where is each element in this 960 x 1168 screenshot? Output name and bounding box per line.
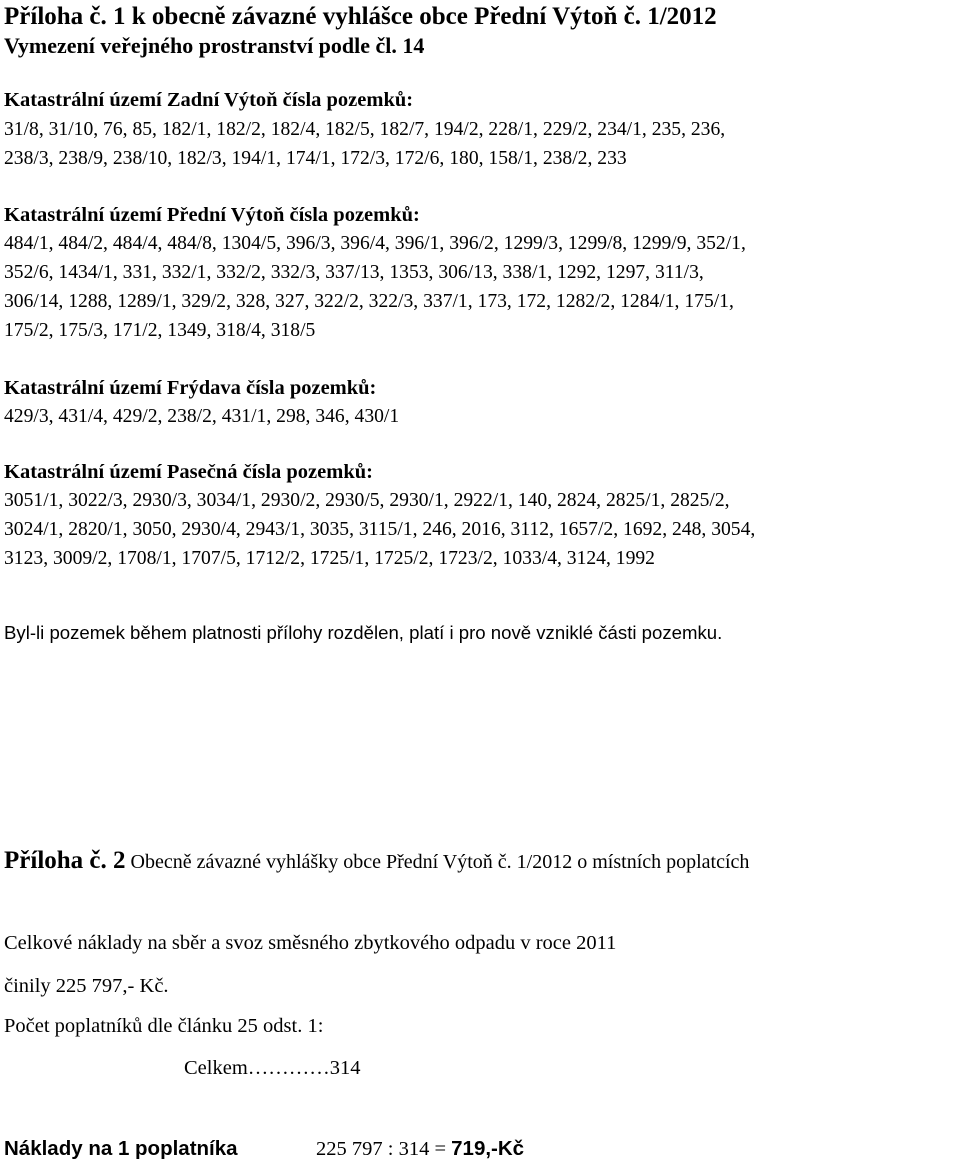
cost-per-payer-calculation [316, 1139, 524, 1160]
parcel-list-line: 484/1, 484/2, 484/4, 484/8, 1304/5, 396/3, 396/4, 396/1, 396/2, 1299/3, 1299/8, 1299/9, 352/1, [4, 233, 746, 254]
total-costs-amount: činily 225 797,- Kč. [4, 975, 169, 997]
parcel-list-line: 175/2, 175/3, 171/2, 1349, 318/4, 318/5 [4, 320, 316, 341]
annex-1-subtitle: Vymezení veřejného prostranství podle čl. 14 [4, 33, 425, 58]
payer-count-label: Počet poplatníků dle článku 25 odst. 1: [4, 1015, 324, 1037]
split-parcel-note: Byl-li pozemek během platnosti přílohy rozdělen, platí i pro nově vzniklé části pozemku. [4, 622, 723, 643]
parcel-list-line: 352/6, 1434/1, 331, 332/1, 332/2, 332/3, 337/13, 1353, 306/13, 338/1, 1292, 1297, 311/3, [4, 262, 704, 283]
parcel-list-line: 306/14, 1288, 1289/1, 329/2, 328, 327, 322/2, 322/3, 337/1, 173, 172, 1282/2, 1284/1, 175/1, [4, 291, 734, 312]
parcel-list-line: 3051/1, 3022/3, 2930/3, 3034/1, 2930/2, 2930/5, 2930/1, 2922/1, 140, 2824, 2825/1, 2825/2, [4, 490, 730, 511]
annex-1-title: Příloha č. 1 k obecně závazné vyhlášce obce Přední Výtoň č. 1/2012 [4, 3, 717, 30]
cost-per-payer-formula: 225 797 : 314 = [316, 1138, 452, 1160]
section-heading-frydava: Katastrální území Frýdava čísla pozemků: [4, 377, 377, 399]
parcel-list-line: 3024/1, 2820/1, 3050, 2930/4, 2943/1, 3035, 3115/1, 246, 2016, 3112, 1657/2, 1692, 248, 3054, [4, 519, 756, 540]
total-costs-line: Celkové náklady na sběr a svoz směsného zbytkového odpadu v roce 2011 [4, 932, 617, 954]
section-heading-predni-vyton: Katastrální území Přední Výtoň čísla pozemků: [4, 204, 420, 226]
section-heading-zadni-vyton: Katastrální území Zadní Výtoň čísla pozemků: [4, 89, 414, 111]
parcel-list-line: 3123, 3009/2, 1708/1, 1707/5, 1712/2, 1725/1, 1725/2, 1723/2, 1033/4, 3124, 1992 [4, 548, 655, 569]
cost-per-payer-row [4, 1137, 525, 1160]
parcel-list-line: 31/8, 31/10, 76, 85, 182/1, 182/2, 182/4, 182/5, 182/7, 194/2, 228/1, 229/2, 234/1, 235, 236, [4, 119, 726, 140]
annex-2-title [4, 848, 749, 873]
cost-per-payer-result: 719,-Kč [451, 1137, 525, 1160]
parcel-list-line: 238/3, 238/9, 238/10, 182/3, 194/1, 174/1, 172/3, 172/6, 180, 158/1, 238/2, 233 [4, 148, 627, 169]
payer-count-total: Celkem…………314 [184, 1057, 361, 1079]
annex-2-title-text: Obecně závazné vyhlášky obce Přední Výtoň č. 1/2012 o místních poplatcích [125, 851, 750, 873]
section-heading-pasecna: Katastrální území Pasečná čísla pozemků: [4, 461, 373, 483]
parcel-list-line: 429/3, 431/4, 429/2, 238/2, 431/1, 298, 346, 430/1 [4, 406, 400, 427]
annex-2-label: Příloha č. 2 [4, 847, 126, 874]
cost-per-payer-label: Náklady na 1 poplatníka [4, 1137, 238, 1160]
